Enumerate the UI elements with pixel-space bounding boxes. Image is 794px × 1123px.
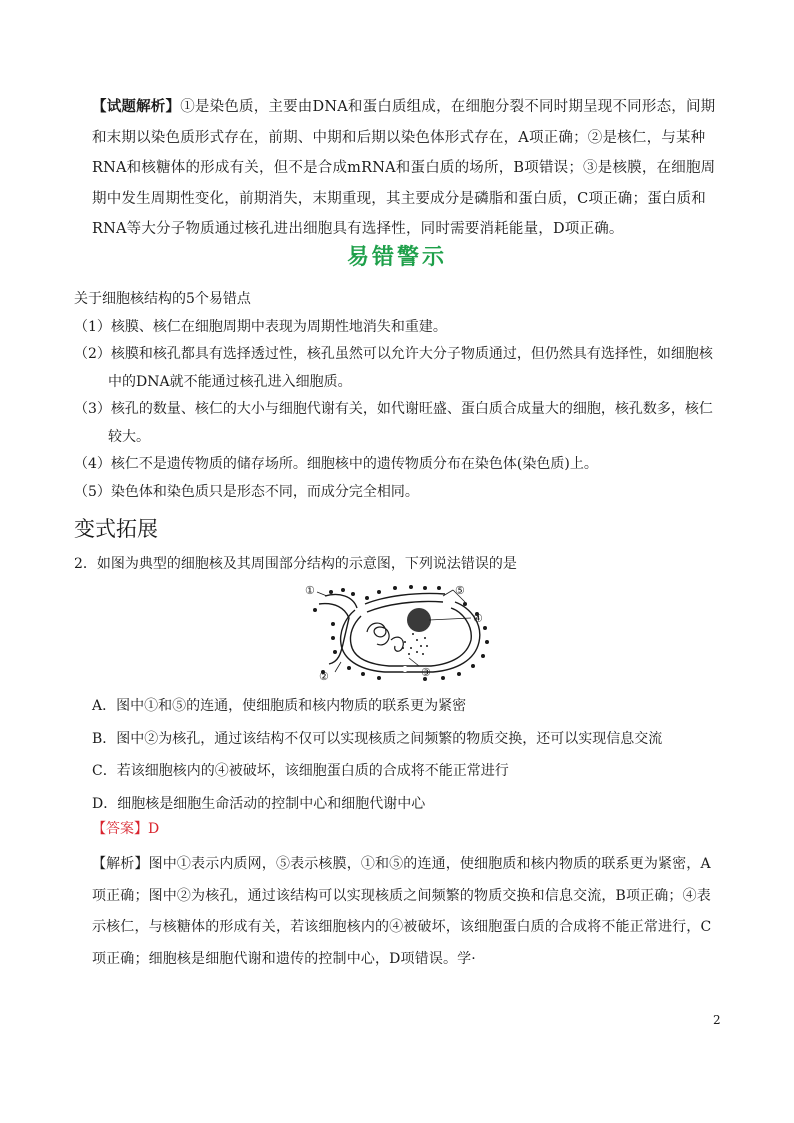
leader-lines — [317, 590, 471, 672]
option-d: D．细胞核是细胞生命活动的控制中心和细胞代谢中心 — [92, 795, 426, 812]
figure-label-4: ④ — [473, 612, 483, 625]
figure-label-5: ⑤ — [455, 584, 465, 597]
answer-options — [92, 690, 662, 820]
analysis-block — [92, 92, 722, 245]
pitfall-item: （3）核孔的数量、核仁的大小与细胞代谢有关，如代谢旺盛、蛋白质合成量大的细胞，核孔数多，核仁较大。 — [74, 401, 713, 445]
question-stem: 2．如图为典型的细胞核及其周围部分结构的示意图，下列说法错误的是 — [74, 556, 517, 572]
option-b: B．图中②为核孔，通过该结构不仅可以实现核质之间频繁的物质交换，还可以实现信息交流 — [92, 730, 663, 747]
figure-label-1: ① — [305, 584, 315, 597]
pitfalls-intro: 关于细胞核结构的5个易错点 — [74, 291, 251, 307]
nucleolus-speckles — [402, 633, 428, 655]
figure-label-3: ③ — [421, 666, 431, 679]
page-number: 2 — [713, 1013, 721, 1027]
nucleus-diagram — [305, 582, 505, 682]
analysis-text: ①是染色质，主要由DNA和蛋白质组成，在细胞分裂不同时期呈现不同形态，间期和末期以染色质形式存在，前期、中期和后期以染色体形式存在，A项正确；②是核仁，与某种RNA和核糖体的形成有关，但不是合成mRNA和蛋白质的场所，B项错误；③是核膜，在细胞周期中发生周期性变化，前期消失，末期重现，其主要成分是磷脂和蛋白质，C项正确；蛋白质和RNA等大分子物质通过核孔进出细胞具有选择性，同时需要消耗能量，D项正确。 — [92, 99, 716, 237]
answer-label: 【答案】 — [92, 821, 148, 837]
pitfall-item: （5）染色体和染色质只是形态不同，而成分完全相同。 — [74, 483, 419, 500]
explanation-text: 【解析】图中①表示内质网，⑤表示核膜，①和⑤的连通，使细胞质和核内物质的联系更为紧密，A项正确；图中②为核孔，通过该结构可以实现核质之间频繁的物质交换和信息交流，B项正确；④表示核仁，与核糖体的形成有关，若该细胞核内的④被破坏，该细胞蛋白质的合成将不能正常进行，C项正确；细胞核是细胞代谢和遗传的控制中心，D项错误。学· — [92, 856, 712, 967]
pitfall-item: （2）核膜和核孔都具有选择透过性，核孔虽然可以允许大分子物质通过，但仍然具有选择性，如细胞核中的DNA就不能通过核孔进入细胞质。 — [74, 346, 713, 390]
figure-label-2: ② — [319, 670, 329, 682]
option-c: C．若该细胞核内的④被破坏，该细胞蛋白质的合成将不能正常进行 — [92, 763, 509, 779]
variant-title: 变式拓展 — [74, 517, 158, 541]
analysis-label: 【试题解析】 — [92, 98, 181, 115]
answer-value: D — [148, 821, 160, 837]
section-title: 易错警示 — [346, 245, 447, 270]
pitfall-item: （4）核仁不是遗传物质的储存场所。细胞核中的遗传物质分布在染色体(染色质)上。 — [74, 456, 598, 472]
pitfall-item: （1）核膜、核仁在细胞周期中表现为周期性地消失和重建。 — [74, 318, 447, 335]
pitfalls-list — [74, 286, 724, 506]
answer-line — [92, 818, 159, 838]
nucleolus — [407, 608, 431, 632]
chromatin — [367, 623, 403, 651]
option-a: A．图中①和⑤的连通，使细胞质和核内物质的联系更为紧密 — [92, 698, 467, 714]
nuclear-envelope — [319, 593, 480, 672]
